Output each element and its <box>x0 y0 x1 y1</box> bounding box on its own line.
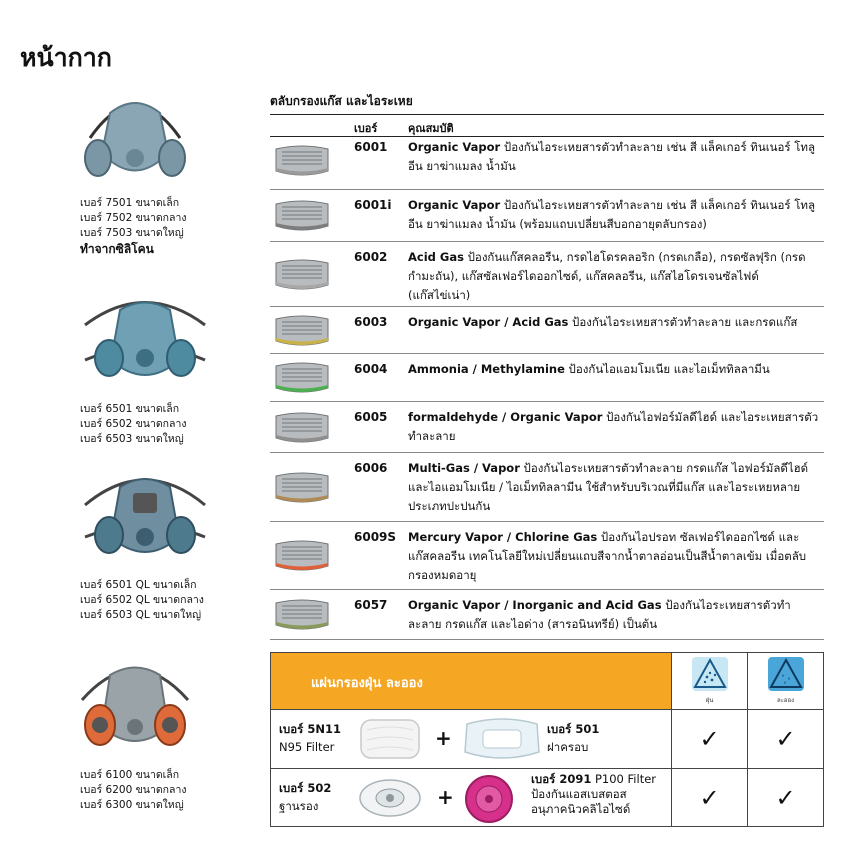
cartridge-row <box>270 522 824 590</box>
cartridge-type: Mercury Vapor / Chlorine Gas <box>408 530 598 544</box>
cartridge-description <box>408 459 820 516</box>
cartridge-usage: ป้องกันไอระเหยสารตัวทำละลาย กรดแก๊ส และไอด่าง (สารอนินทรีย์) เป็นต้น <box>408 598 791 631</box>
mist-icon-cell <box>747 653 823 709</box>
mask-caption-line: เบอร์ 6300 ขนาดใหญ่ <box>80 799 184 811</box>
cartridge-description <box>408 408 820 446</box>
dust-filter-title: แผ่นกรองฝุ่น ละออง <box>311 676 423 691</box>
filter-b-label <box>531 772 656 817</box>
mask-6501-caption <box>80 402 186 447</box>
cartridge-table-heading: ตลับกรองแก๊ส และไอระเหย <box>270 90 824 115</box>
cartridge-image <box>272 408 332 448</box>
cartridge-usage: ป้องกันไอปรอท ซัลเฟอร์ไดออกไซด์ และแก๊สคลอรีน เทคโนโลยีใหม่เปลี่ยนแถบสีจากน้ำตาลอ่อนเป็นสีน้ำตาลเข้ม เมื่อตลับกรองหมดอายุ <box>408 530 807 582</box>
cartridge-type: Ammonia / Methylamine <box>408 362 565 376</box>
mask-caption-line: เบอร์ 6503 ขนาดใหญ่ <box>80 433 184 445</box>
dust-icon-label: ฝุ่น <box>705 697 714 704</box>
cartridge-row <box>270 242 824 307</box>
cartridge-number: 6004 <box>354 362 388 376</box>
cartridge-usage: ป้องกันแก๊สคลอรีน, กรดไฮโดรคลอริก (กรดเกลือ), กรดซัลฟุริก (กรดกำมะถัน), แก๊สซัลเฟอร์ไดออกไซด์, แก๊สคลอรีน, แก๊สไฮโดรเจนซัลไฟด์ (แก๊สไข่เน่า) <box>408 250 806 302</box>
cartridge-description <box>408 596 820 634</box>
n95-filter-pad-image <box>357 716 423 762</box>
cartridge-type: Organic Vapor <box>408 140 501 154</box>
mask-6100-image <box>70 645 200 760</box>
cartridge-row <box>270 590 824 640</box>
cartridge-number: 6005 <box>354 410 388 424</box>
column-header-property: คุณสมบัติ <box>408 122 454 135</box>
mist-check: ✓ <box>747 769 823 827</box>
mask-6501ql-image <box>75 455 215 570</box>
dust-filter-table <box>270 652 824 827</box>
mask-caption-line: เบอร์ 7501 ขนาดเล็ก <box>80 197 180 209</box>
cartridge-description <box>408 528 820 585</box>
filter-a-code: เบอร์ 502 <box>279 781 332 795</box>
cartridge-image <box>272 358 332 398</box>
cartridge-row <box>270 307 824 354</box>
cartridge-description <box>408 196 820 234</box>
cartridge-description <box>408 248 820 305</box>
mask-7501-image <box>70 78 200 193</box>
cartridge-usage: ป้องกันไอฟอร์มัลดีไฮด์ และไอระเหยสารตัวทำละลาย <box>408 410 819 443</box>
mask-caption-line: เบอร์ 6503 QL ขนาดใหญ่ <box>80 609 202 621</box>
mask-caption-line: เบอร์ 6501 QL ขนาดเล็ก <box>80 579 197 591</box>
page-title: หน้ากาก <box>20 43 112 72</box>
filter-base-image <box>355 775 425 821</box>
mask-caption-line: เบอร์ 7503 ขนาดใหญ่ <box>80 227 184 239</box>
mask-caption-line: เบอร์ 6501 ขนาดเล็ก <box>80 403 180 415</box>
cartridge-number: 6002 <box>354 250 388 264</box>
cartridge-image <box>272 468 332 508</box>
cartridge-type: Multi-Gas / Vapor <box>408 461 520 475</box>
dust-filter-row <box>271 709 823 768</box>
mask-material-label: ทำจากซิลิโคน <box>80 242 154 256</box>
mask-caption-line: เบอร์ 6200 ขนาดกลาง <box>80 784 187 796</box>
cartridge-table <box>270 90 824 137</box>
filter-b-code: เบอร์ 501 <box>547 722 600 736</box>
filter-a-code: เบอร์ 5N11 <box>279 722 341 736</box>
p100-filter-image <box>461 773 517 825</box>
mask-caption-line: เบอร์ 6100 ขนาดเล็ก <box>80 769 180 781</box>
mask-caption-line: เบอร์ 6502 ขนาดกลาง <box>80 418 187 430</box>
cartridge-row <box>270 402 824 453</box>
cartridge-row <box>270 354 824 402</box>
filter-b-desc: ป้องกันแอสเบสตอส <box>531 787 627 801</box>
cartridge-number: 6057 <box>354 598 388 612</box>
cartridge-row <box>270 453 824 522</box>
cartridge-number: 6006 <box>354 461 388 475</box>
cartridge-description <box>408 313 820 332</box>
cartridge-description <box>408 360 820 379</box>
cartridge-usage: ป้องกันไอระเหยสารตัวทำละลาย กรดแก๊ส ไอฟอร์มัลดีไฮด์ และไอแอมโมเนีย / ไอเม็ททิลลามีน ใช้สำหรับบริเวณที่มีแก๊ส และไอระเหยหลายประเภทปะปนกัน <box>408 461 809 513</box>
dust-check: ✓ <box>671 710 747 768</box>
mask-6501ql-caption <box>80 578 204 623</box>
cartridge-type: Organic Vapor / Acid Gas <box>408 315 569 329</box>
cartridge-description <box>408 138 820 176</box>
cartridge-number: 6003 <box>354 315 388 329</box>
cartridge-image <box>272 141 332 181</box>
cartridge-usage: ป้องกันไอระเหยสารตัวทำละลาย เช่น สี แล็คเกอร์ ทินเนอร์ โทลูอีน ยาฆ่าแมลง น้ำมัน (พร้อมแถบเปลี่ยนสีบอกอายุตลับกรอง) <box>408 198 816 231</box>
dust-check: ✓ <box>671 769 747 827</box>
cartridge-number: 6001 <box>354 140 388 154</box>
cartridge-image <box>272 536 332 576</box>
cartridge-type: Organic Vapor <box>408 198 501 212</box>
mask-7501-caption <box>80 196 186 257</box>
mask-caption-line: เบอร์ 7502 ขนาดกลาง <box>80 212 187 224</box>
filter-b-desc: อนุภาคนิวคลิไอไซด์ <box>531 802 631 816</box>
column-header-number: เบอร์ <box>354 122 378 135</box>
cartridge-number: 6009S <box>354 530 397 544</box>
filter-b-label <box>547 720 599 756</box>
cartridge-type: formaldehyde / Organic Vapor <box>408 410 603 424</box>
cartridge-image <box>272 255 332 295</box>
filter-a-desc: N95 Filter <box>279 740 335 754</box>
dust-icon-cell <box>671 653 747 709</box>
cartridge-image <box>272 595 332 635</box>
cartridge-usage: ป้องกันไอแอมโมเนีย และไอเม็ททิลลามีน <box>564 362 770 376</box>
plus-icon: + <box>437 785 454 809</box>
plus-icon: + <box>435 726 452 750</box>
filter-a-label <box>279 779 331 815</box>
mist-check: ✓ <box>747 710 823 768</box>
dust-filter-header <box>271 653 671 709</box>
cartridge-number: 6001i <box>354 198 392 212</box>
dust-icon <box>692 657 728 691</box>
cartridge-type: Acid Gas <box>408 250 464 264</box>
cartridge-row <box>270 132 824 190</box>
mist-icon-label: ละออง <box>776 697 795 704</box>
cartridge-image <box>272 311 332 351</box>
mist-icon <box>768 657 804 691</box>
filter-cover-image <box>459 714 545 764</box>
cartridge-row <box>270 190 824 242</box>
filter-b-desc: ฝาครอบ <box>547 740 589 754</box>
dust-filter-row <box>271 768 823 827</box>
filter-a-desc: ฐานรอง <box>279 799 319 813</box>
filter-a-label <box>279 720 341 756</box>
cartridge-usage: ป้องกันไอระเหยสารตัวทำละลาย เช่น สี แล็คเกอร์ ทินเนอร์ โทลูอีน ยาฆ่าแมลง น้ำมัน <box>408 140 816 173</box>
filter-b-extra: P100 Filter <box>591 772 657 786</box>
filter-b-code: เบอร์ 2091 <box>531 772 592 786</box>
cartridge-type: Organic Vapor / Inorganic and Acid Gas <box>408 598 662 612</box>
mask-caption-line: เบอร์ 6502 QL ขนาดกลาง <box>80 594 204 606</box>
cartridge-image <box>272 196 332 236</box>
mask-6100-caption <box>80 768 186 813</box>
mask-6501-image <box>75 280 215 395</box>
cartridge-usage: ป้องกันไอระเหยสารตัวทำละลาย และกรดแก๊ส <box>568 315 798 329</box>
